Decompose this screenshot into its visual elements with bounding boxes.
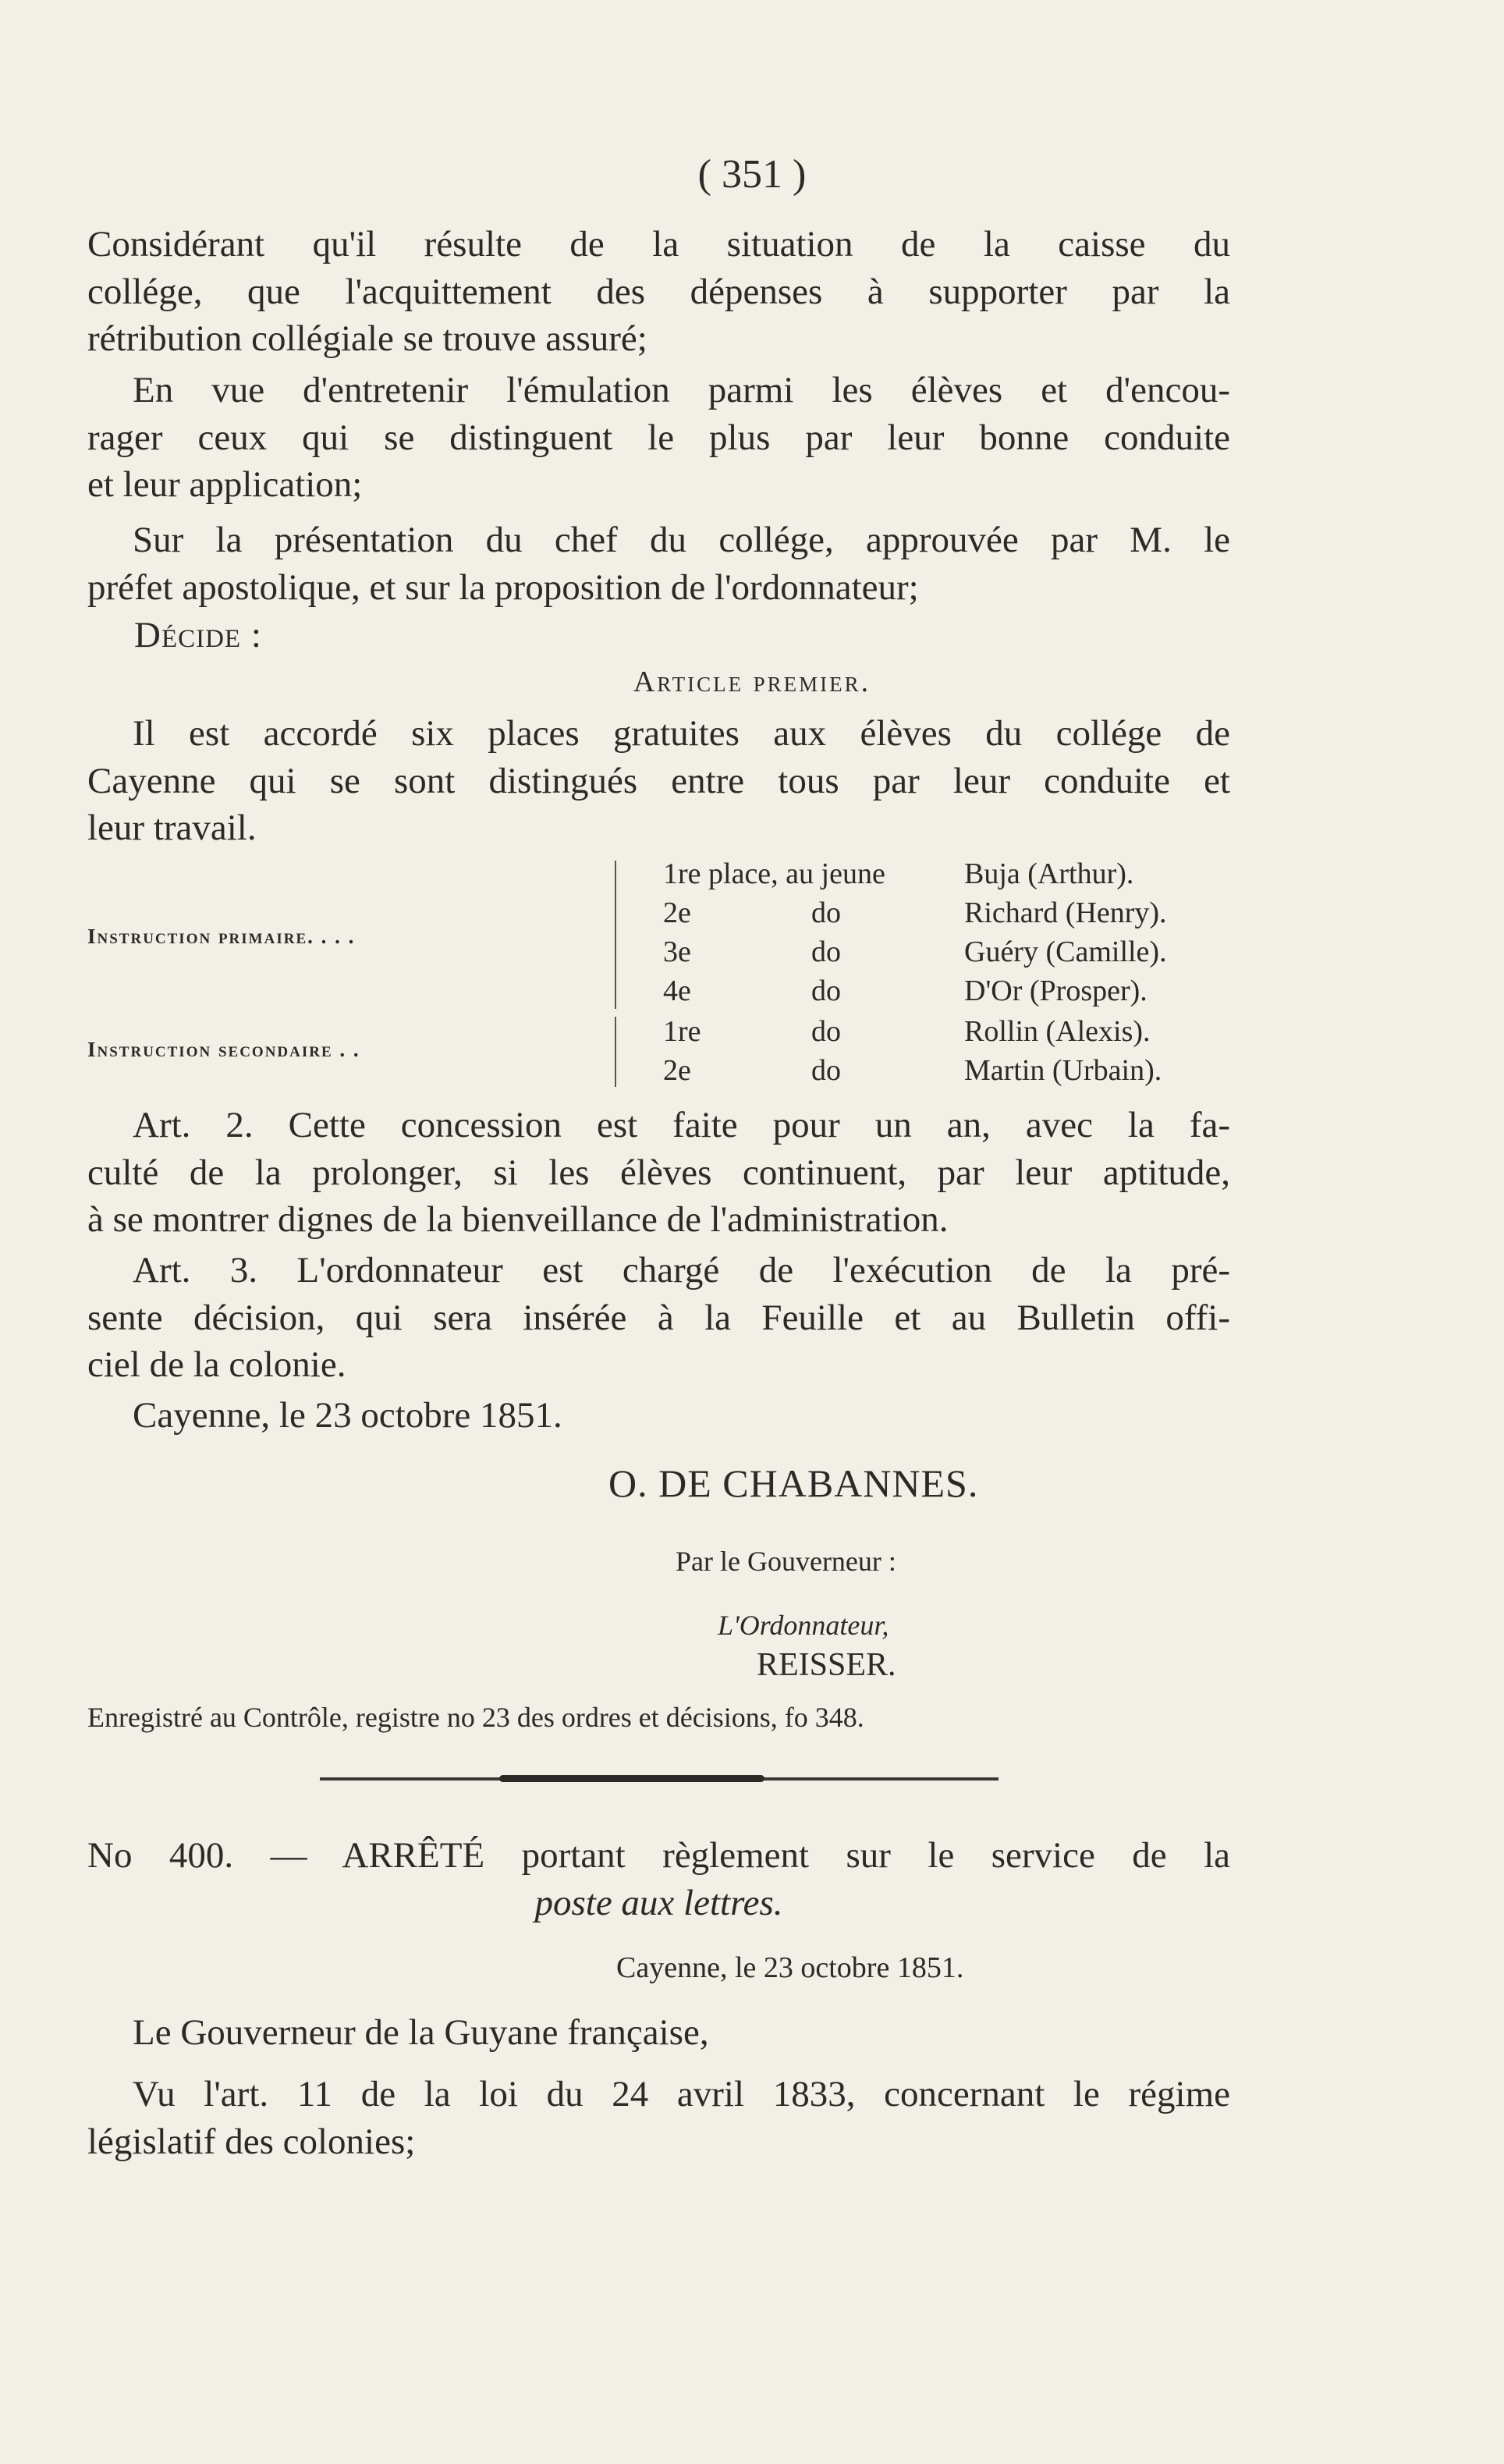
signature-reisser: REISSER. (757, 1647, 896, 1683)
par-le-gouverneur: Par le Gouverneur : (676, 1546, 896, 1577)
table-row (663, 854, 1240, 893)
table-row (663, 932, 1240, 971)
decide-heading: Décide : (134, 615, 262, 655)
place-ordinal: 2e (663, 896, 691, 929)
paragraph-sur-la-presentation (87, 517, 1230, 611)
paragraph-considerant (87, 221, 1230, 363)
section-divider-thick (499, 1775, 764, 1782)
text-line: Cayenne qui se sont distingués entre tous par leur conduite et (87, 760, 1230, 801)
table-row (663, 971, 1240, 1010)
text-line: leur travail. (87, 808, 257, 848)
student-name: Buja (Arthur). (964, 857, 1134, 890)
text-line: Art. 3. L'ordonnateur est chargé de l'exécution de la pré- (133, 1250, 1230, 1291)
text-line: sente décision, qui sera insérée à la Feuille et au Bulletin offi- (87, 1297, 1230, 1338)
scholarship-table (87, 854, 1234, 1092)
arrete-heading (87, 1832, 1230, 1926)
enregistre-note: Enregistré au Contrôle, registre no 23 des ordres et décisions, fo 348. (87, 1702, 864, 1733)
ditto-mark: do (811, 936, 841, 968)
ditto-mark: do (811, 1015, 841, 1048)
text-line: Vu l'art. 11 de la loi du 24 avril 1833, concernant le régime (133, 2074, 1230, 2114)
text-line: Il est accordé six places gratuites aux élèves du collége de (133, 713, 1230, 754)
place-ordinal: 1re (663, 1015, 701, 1048)
paragraph-en-vue (87, 367, 1230, 509)
gouverneur-line: Le Gouverneur de la Guyane française, (133, 2012, 709, 2053)
student-name: Guéry (Camille). (964, 936, 1167, 968)
student-name: D'Or (Prosper). (964, 975, 1148, 1007)
text-line: Considérant qu'il résulte de la situation de la caisse du (87, 224, 1230, 265)
text-line: culté de la prolonger, si les élèves continuent, par leur aptitude, (87, 1152, 1230, 1193)
table-row (663, 1012, 1240, 1051)
student-name: Richard (Henry). (964, 896, 1167, 929)
instruction-secondaire-label: Instruction secondaire . . (87, 1038, 360, 1061)
page-number: ( 351 ) (697, 152, 807, 197)
place-ordinal: 1re place, au jeune (663, 857, 885, 890)
paragraph-art-3 (87, 1247, 1230, 1389)
student-name: Rollin (Alexis). (964, 1015, 1151, 1048)
ditto-mark: do (811, 896, 841, 929)
text-line: collége, que l'acquittement des dépenses à supporter par la (87, 271, 1230, 312)
brace-primaire (615, 861, 630, 1009)
text-line: rétribution collégiale se trouve assuré; (87, 318, 647, 359)
place-ordinal: 4e (663, 975, 691, 1007)
text-line: No 400. — ARRÊTÉ portant règlement sur le service de la (87, 1835, 1230, 1876)
brace-secondaire (615, 1017, 630, 1087)
text-line: à se montrer dignes de la bienveillance de l'administration. (87, 1199, 949, 1240)
ordonnateur-title: L'Ordonnateur, (718, 1610, 889, 1641)
paragraph-vu (87, 2071, 1230, 2165)
table-row (663, 893, 1240, 932)
text-line: En vue d'entretenir l'émulation parmi les élèves et d'encou- (133, 370, 1230, 410)
text-line: rager ceux qui se distinguent le plus par leur bonne conduite (87, 417, 1230, 458)
paragraph-art-2 (87, 1102, 1230, 1244)
article-premier-heading: Article premier. (633, 666, 871, 698)
text-line: Sur la présentation du chef du collége, approuvée par M. le (133, 520, 1230, 560)
table-row (663, 1051, 1240, 1090)
paragraph-article-1 (87, 710, 1230, 852)
text-line: ciel de la colonie. (87, 1344, 346, 1385)
student-name: Martin (Urbain). (964, 1054, 1162, 1087)
ditto-mark: do (811, 975, 841, 1007)
text-line: et leur application; (87, 464, 363, 505)
arrete-date: Cayenne, le 23 octobre 1851. (616, 1951, 964, 1984)
ditto-mark: do (811, 1054, 841, 1087)
text-line: poste aux lettres. (534, 1882, 783, 1923)
text-line: préfet apostolique, et sur la proposition de l'ordonnateur; (87, 566, 919, 608)
instruction-primaire-label: Instruction primaire. . . . (87, 925, 356, 948)
signature-chabannes: O. DE CHABANNES. (608, 1461, 979, 1505)
text-line: législatif des colonies; (87, 2121, 416, 2162)
place-ordinal: 2e (663, 1054, 691, 1087)
date-line: Cayenne, le 23 octobre 1851. (133, 1395, 562, 1436)
text-line: Art. 2. Cette concession est faite pour un an, avec la fa- (133, 1105, 1230, 1145)
place-ordinal: 3e (663, 936, 691, 968)
